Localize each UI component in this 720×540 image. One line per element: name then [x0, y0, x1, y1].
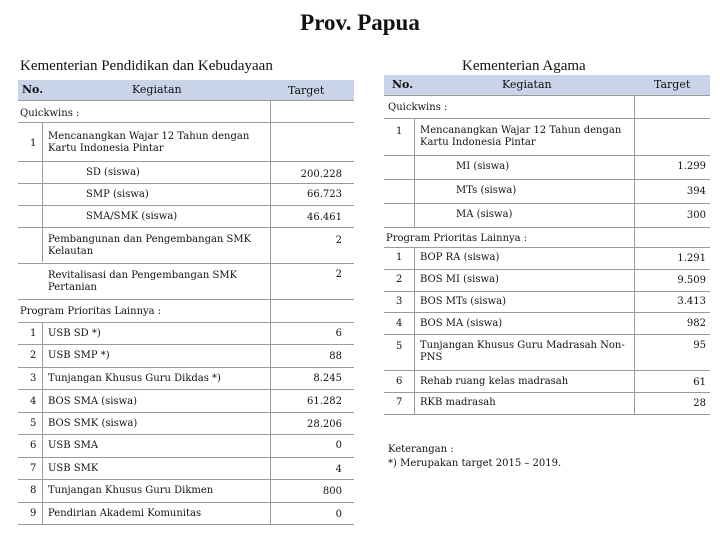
right-row-no: 2 [396, 274, 403, 285]
left-sub-label: SMP (siswa) [86, 189, 149, 200]
divider [384, 203, 710, 204]
left-extra-label: Pembangunan dan Pengembangan SMK Kelautan [48, 234, 252, 257]
right-row-target: 982 [686, 318, 706, 329]
divider [384, 95, 710, 96]
divider [384, 269, 710, 270]
divider [384, 155, 710, 156]
left-row-no: 1 [30, 328, 37, 339]
left-row-target: 0 [335, 509, 342, 520]
left-item1-text: Mencanangkan Wajar 12 Tahun dengan Kartu Indonesia Pintar [48, 131, 250, 154]
right-sub-target: 1.299 [677, 161, 706, 172]
divider [18, 100, 354, 101]
divider [18, 524, 354, 525]
divider [384, 179, 710, 180]
divider [42, 122, 43, 262]
left-row-label: USB SMP *) [48, 350, 110, 361]
note-title: Keterangan : [388, 444, 454, 455]
divider [18, 322, 354, 323]
divider [18, 479, 354, 480]
left-sub-target: 200.228 [300, 169, 342, 180]
left-row-label: USB SD *) [48, 328, 101, 339]
right-row-no: 5 [396, 341, 403, 352]
divider [384, 392, 710, 393]
note-text: *) Merupakan target 2015 – 2019. [388, 458, 562, 469]
left-row-target: 8.245 [313, 373, 342, 384]
divider [18, 299, 354, 300]
divider [384, 227, 710, 228]
divider [18, 502, 354, 503]
right-row-target: 61 [693, 377, 706, 388]
divider [270, 100, 271, 524]
divider [414, 118, 415, 227]
divider [384, 370, 710, 371]
right-row-target: 1.291 [677, 253, 706, 264]
right-col-target: Target [654, 78, 691, 91]
left-prioritas-label: Program Prioritas Lainnya : [20, 306, 162, 317]
left-sub-label: SD (siswa) [86, 167, 140, 178]
left-col-target: Target [288, 84, 325, 97]
left-row-target: 88 [329, 351, 342, 362]
page-title: Prov. Papua [300, 10, 420, 35]
left-extra-target: 2 [335, 269, 342, 280]
right-row-label: RKB madrasah [420, 397, 496, 408]
divider [384, 247, 710, 248]
divider [18, 227, 354, 228]
divider [384, 291, 710, 292]
left-row-no: 5 [30, 418, 37, 429]
right-row-label: BOS MA (siswa) [420, 318, 503, 329]
right-row-no: 7 [396, 397, 403, 408]
left-row-label: USB SMA [48, 440, 99, 451]
divider [18, 457, 354, 458]
left-row-target: 4 [335, 464, 342, 475]
divider [18, 367, 354, 368]
divider [18, 389, 354, 390]
divider [18, 205, 354, 206]
divider [18, 263, 354, 264]
right-col-kegiatan: Kegiatan [502, 78, 552, 91]
left-row-no: 2 [30, 350, 37, 361]
left-extra-label: Revitalisasi dan Pengembangan SMK Pertanian [48, 270, 238, 293]
right-sub-label: MI (siswa) [456, 161, 510, 172]
divider [18, 122, 354, 123]
left-row-label: Tunjangan Khusus Guru Dikmen [48, 485, 214, 496]
right-row-no: 6 [396, 376, 403, 387]
left-sub-target: 46.461 [307, 212, 342, 223]
left-row-label: BOS SMK (siswa) [48, 418, 138, 429]
left-row-target: 0 [335, 440, 342, 451]
right-row-target: 95 [693, 340, 706, 351]
right-row-no: 4 [396, 318, 403, 329]
divider [414, 247, 415, 414]
left-item1-no: 1 [30, 138, 37, 149]
divider [384, 118, 710, 119]
right-sub-label: MTs (siswa) [456, 185, 517, 196]
right-row-target: 3.413 [677, 296, 706, 307]
divider [18, 412, 354, 413]
divider [18, 161, 354, 162]
left-row-label: Pendirian Akademi Komunitas [48, 508, 202, 519]
right-prioritas-label: Program Prioritas Lainnya : [386, 233, 528, 244]
right-heading: Kementerian Agama [462, 58, 586, 74]
left-row-no: 3 [30, 373, 37, 384]
left-row-label: BOS SMA (siswa) [48, 396, 138, 407]
left-heading: Kementerian Pendidikan dan Kebudayaan [20, 58, 273, 74]
divider [384, 334, 710, 335]
right-row-label: Tunjangan Khusus Guru Madrasah Non-PNS [420, 340, 625, 363]
left-extra-target: 2 [335, 235, 342, 246]
divider [18, 434, 354, 435]
divider [18, 183, 354, 184]
left-row-no: 4 [30, 396, 37, 407]
left-sub-label: SMA/SMK (siswa) [86, 211, 178, 222]
left-row-no: 6 [30, 440, 37, 451]
left-quickwins-label: Quickwins : [20, 108, 80, 119]
right-row-no: 3 [396, 296, 403, 307]
right-sub-target: 394 [686, 186, 706, 197]
right-col-no: No. [392, 78, 414, 91]
left-col-kegiatan: Kegiatan [132, 83, 182, 96]
left-row-no: 7 [30, 463, 37, 474]
left-row-target: 28.206 [307, 419, 342, 430]
divider [384, 414, 710, 415]
divider [384, 312, 710, 313]
right-row-label: BOS MTs (siswa) [420, 296, 507, 307]
right-row-label: BOS MI (siswa) [420, 274, 499, 285]
left-row-no: 8 [30, 485, 37, 496]
right-row-target: 28 [693, 398, 706, 409]
right-row-label: Rehab ruang kelas madrasah [420, 376, 569, 387]
left-row-label: USB SMK [48, 463, 99, 474]
divider [18, 344, 354, 345]
left-sub-target: 66.723 [307, 189, 342, 200]
left-col-no: No. [22, 83, 44, 96]
right-row-no: 1 [396, 252, 403, 263]
left-row-target: 6 [335, 328, 342, 339]
left-row-target: 800 [322, 486, 342, 497]
left-row-no: 9 [30, 508, 37, 519]
right-item1-text: Mencanangkan Wajar 12 Tahun dengan Kartu Indonesia Pintar [420, 125, 622, 148]
right-quickwins-label: Quickwins : [388, 102, 448, 113]
right-item1-no: 1 [396, 126, 403, 137]
left-row-target: 61.282 [307, 396, 342, 407]
left-row-label: Tunjangan Khusus Guru Dikdas *) [48, 373, 221, 384]
divider [42, 322, 43, 524]
right-sub-label: MA (siswa) [456, 209, 513, 220]
right-row-label: BOP RA (siswa) [420, 252, 500, 263]
divider [634, 95, 635, 414]
right-sub-target: 300 [686, 210, 706, 221]
right-row-target: 9.509 [677, 275, 706, 286]
